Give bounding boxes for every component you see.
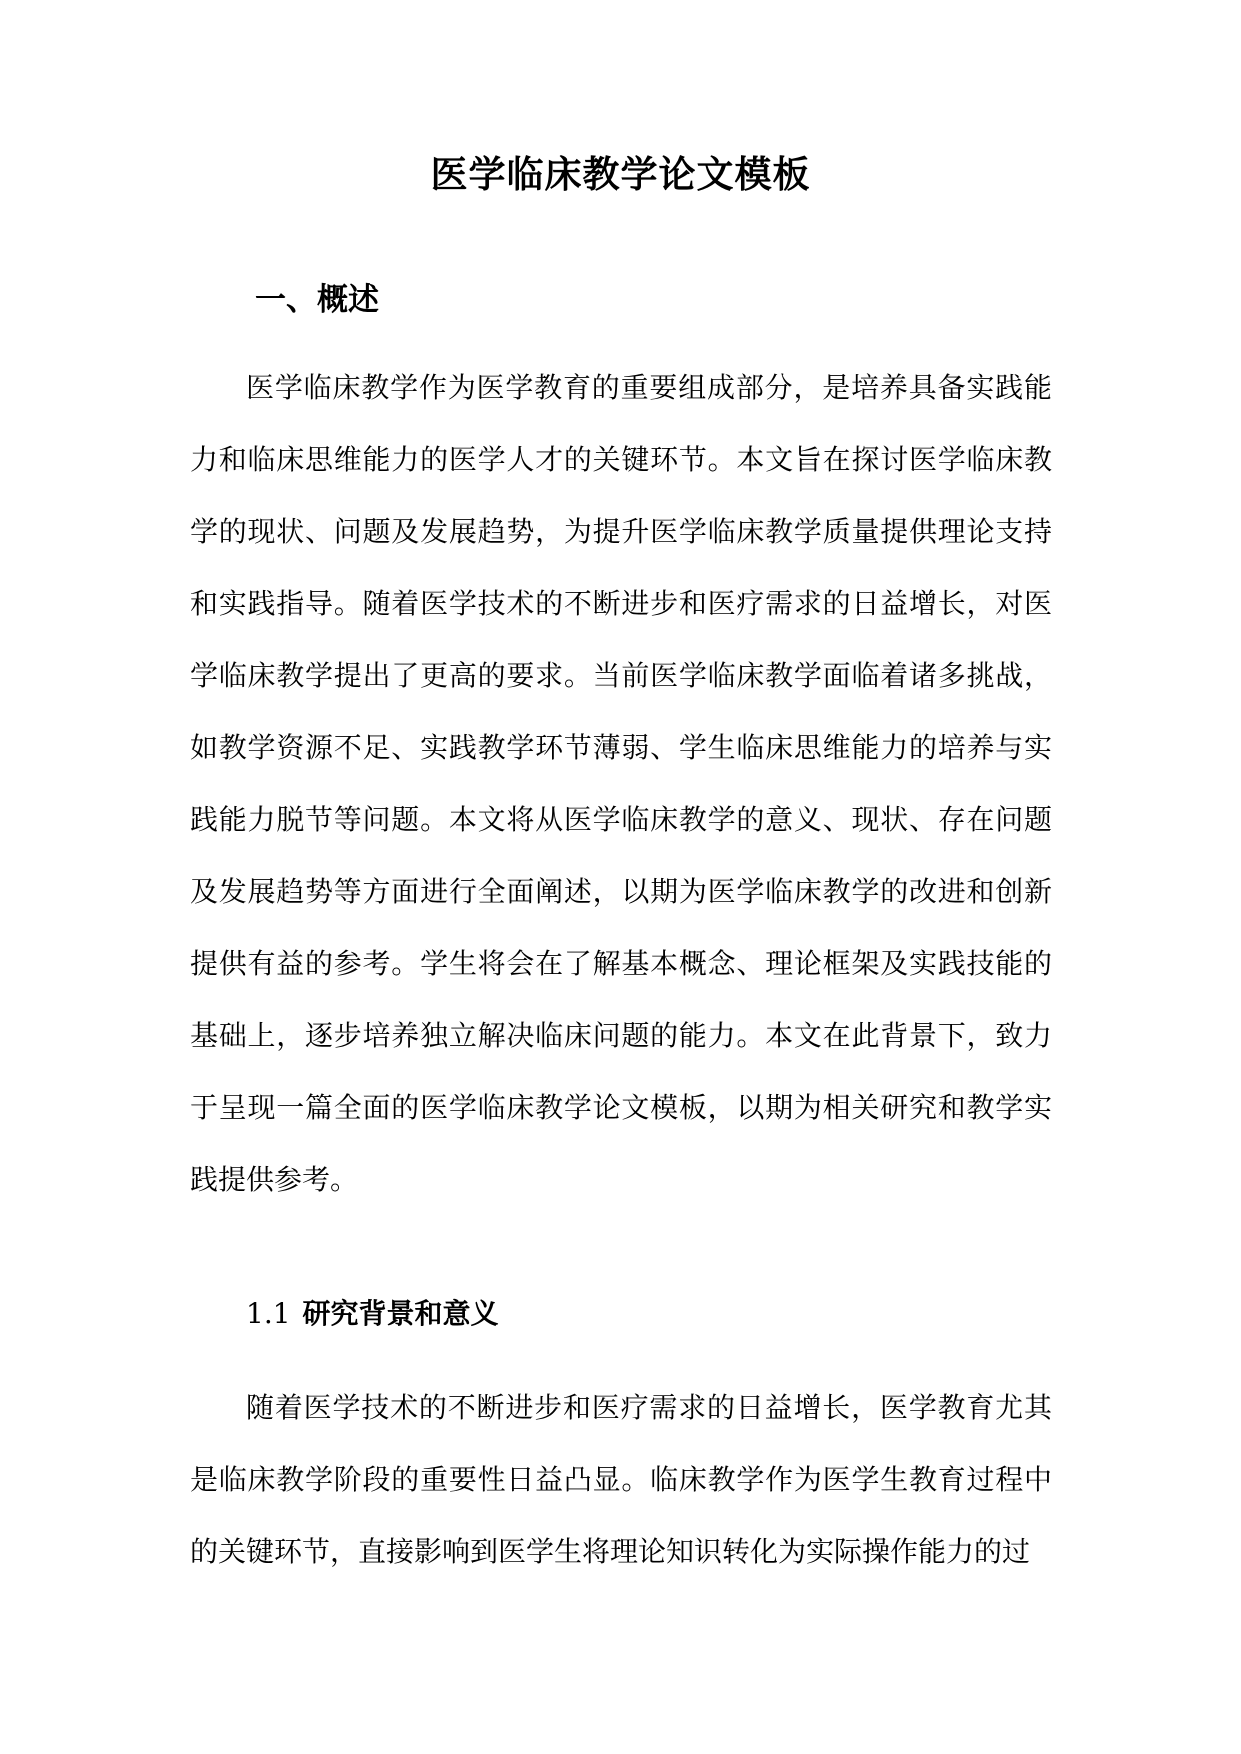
- section-heading-overview: 一、概述: [255, 282, 379, 318]
- subsection-title: 研究背景和意义: [302, 1297, 499, 1330]
- subsection-heading-background: [246, 1292, 499, 1336]
- document-title: 医学临床教学论文模板: [430, 152, 811, 196]
- background-paragraph: 随着医学技术的不断进步和医疗需求的日益增长，医学教育尤其是临床教学阶段的重要性日益凸显。临床教学作为医学生教育过程中的关键环节，直接影响到医学生将理论知识转化为实际操作能力的过: [190, 1391, 1052, 1568]
- overview-paragraph: 医学临床教学作为医学教育的重要组成部分，是培养具备实践能力和临床思维能力的医学人才的关键环节。本文旨在探讨医学临床教学的现状、问题及发展趋势，为提升医学临床教学质量提供理论支持和实践指导。随着医学技术的不断进步和医疗需求的日益增长，对医学临床教学提出了更高的要求。当前医学临床教学面临着诸多挑战，如教学资源不足、实践教学环节薄弱、学生临床思维能力的培养与实践能力脱节等问题。本文将从医学临床教学的意义、现状、存在问题及发展趋势等方面进行全面阐述，以期为医学临床教学的改进和创新提供有益的参考。学生将会在了解基本概念、理论框架及实践技能的基础上，逐步培养独立解决临床问题的能力。本文在此背景下，致力于呈现一篇全面的医学临床教学论文模板，以期为相关研究和教学实践提供参考。: [190, 371, 1052, 1196]
- subsection-number: 1.1: [246, 1297, 291, 1330]
